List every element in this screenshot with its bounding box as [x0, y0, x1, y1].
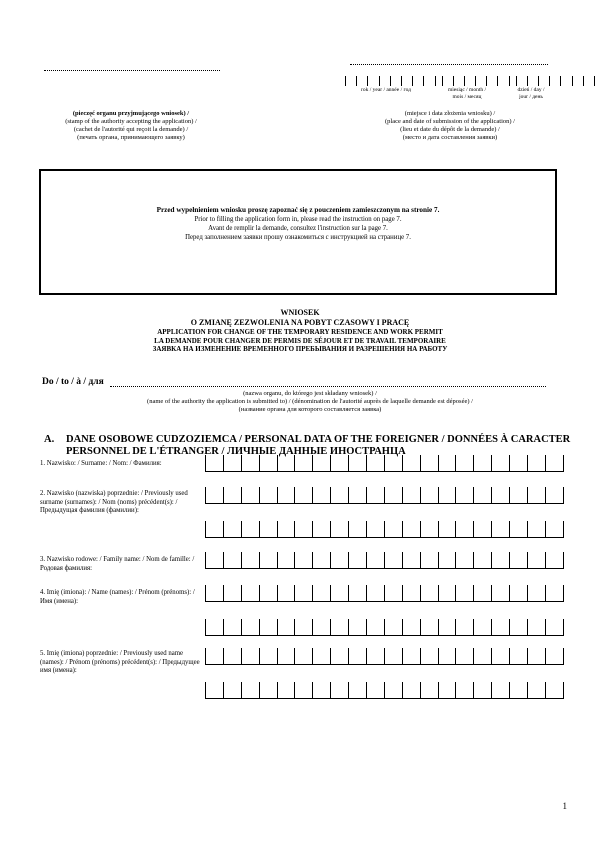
- addressee-caption: [80, 390, 540, 414]
- field-2-previous-surname-grid-2[interactable]: [205, 521, 564, 538]
- notice-en: Prior to filling the application form in, please read the instruction on page 7.: [194, 216, 402, 223]
- field-2-previous-surname-grid-1[interactable]: [205, 487, 564, 504]
- field-2-label: 2. Nazwisko (nazwiska) poprzednie: / Previously used surname (surnames): / Nom (noms) précédent(s): / Предыдущая фамилия (фамилии):: [40, 490, 188, 515]
- addressee-note-pl: (nazwa organu, do którego jest składany wniosek) /: [243, 390, 377, 397]
- stamp-label-pl: (pieczęć organu przyjmującego wniosek) /: [72, 110, 190, 117]
- form-title: [0, 308, 600, 354]
- notice-ru: Перед заполнением заявки прошу ознакомиться с инструкцией на странице 7.: [185, 234, 411, 241]
- field-4-name-grid-2[interactable]: [205, 619, 564, 636]
- place-label-ru: (место и дата составления заявки): [402, 134, 498, 141]
- place-line: [350, 64, 548, 65]
- place-caption: [350, 110, 550, 142]
- title-line2: O ZMIANĘ ZEZWOLENIA NA POBYT CZASOWY I PRACĘ: [190, 318, 410, 327]
- field-3-label: 3. Nazwisko rodowe: / Family name: / Nom de famille: / Родовая фамилия:: [40, 556, 195, 572]
- stamp-caption: [40, 110, 222, 142]
- addressee-note-ru: (название органа для которого составляется заявка): [238, 406, 382, 413]
- title-line1: WNIOSEK: [280, 308, 320, 317]
- notice-fr: Avant de remplir la demande, consultez l'instruction sur la page 7.: [208, 225, 388, 232]
- place-label-fr: (lieu et date du dépôt de la demande) /: [400, 126, 500, 133]
- field-5-previous-name-grid-1[interactable]: [205, 648, 564, 665]
- addressee-input-line[interactable]: [110, 386, 546, 387]
- stamp-label-ru: (печать органа, принимающего заявку): [77, 134, 185, 141]
- notice-pl: Przed wypełnieniem wniosku proszę zapoznać się z pouczeniem zamieszczonym na stronie 7.: [156, 206, 440, 214]
- field-5-previous-name-grid-2[interactable]: [205, 682, 564, 699]
- addressee-prefix: Do / to / à / для: [42, 377, 104, 387]
- field-3-family-name-grid[interactable]: [205, 552, 564, 569]
- year-label: rok / year / année / год: [361, 87, 411, 93]
- section-a-title: DANE OSOBOWE CUDZOZIEMCA / PERSONAL DATA OF THE FOREIGNER / DONNÉES À CARACTER PERSONNEL DE L'ÉTRANGER / ЛИЧНЫЕ ДАННЫЕ ИНОСТРАНЦА: [66, 434, 571, 457]
- addressee-note-en: (name of the authority the application is submitted to) / (dénomination de l'autorité auprès de laquelle demande est déposée) /: [147, 398, 473, 405]
- field-4-name-grid-1[interactable]: [205, 585, 564, 602]
- field-5-label: 5. Imię (imiona) poprzednie: / Previously used name (names): / Prénom (prénoms) précédent(s): / Предыдущее имя (имена):: [40, 650, 200, 675]
- title-ru: ЗАЯВКА НА ИЗМЕНЕНИЕ ВРЕМЕННОГО ПРЕБЫВАНИЯ И РАЗРЕШЕНИЯ НА РАБОТУ: [152, 345, 448, 354]
- stamp-label-en: (stamp of the authority accepting the application) /: [65, 118, 197, 125]
- page-number: 1: [562, 801, 567, 811]
- field-1-label: 1. Nazwisko: / Surname: / Nom: / Фамилия:: [40, 460, 162, 467]
- day-label: dzień / day / jour / день: [517, 87, 545, 100]
- place-label-pl: (miejsce i data złożenia wniosku) /: [404, 110, 496, 117]
- field-1-surname-grid[interactable]: [205, 455, 564, 472]
- instruction-notice-box: [39, 169, 557, 295]
- section-a-letter: A.: [44, 434, 55, 445]
- instruction-notice: [41, 206, 555, 242]
- field-4-label: 4. Imię (imiona): / Name (names): / Prénom (prénoms): / Имя (имена):: [40, 589, 195, 605]
- date-boxes[interactable]: [345, 76, 600, 86]
- title-fr: LA DEMANDE POUR CHANGER DE PERMIS DE SÉJOUR ET DE TRAVAIL TEMPORAIRE: [154, 336, 446, 345]
- stamp-line: [44, 70, 220, 71]
- stamp-label-fr: (cachet de l'autorité qui reçoit la demande) /: [73, 126, 189, 133]
- place-label-en: (place and date of submission of the application) /: [385, 118, 515, 125]
- title-en: APPLICATION FOR CHANGE OF THE TEMPORARY RESIDENCE AND WORK PERMIT: [157, 328, 443, 336]
- month-label: miesiąc / month / mois / месяц: [447, 87, 487, 100]
